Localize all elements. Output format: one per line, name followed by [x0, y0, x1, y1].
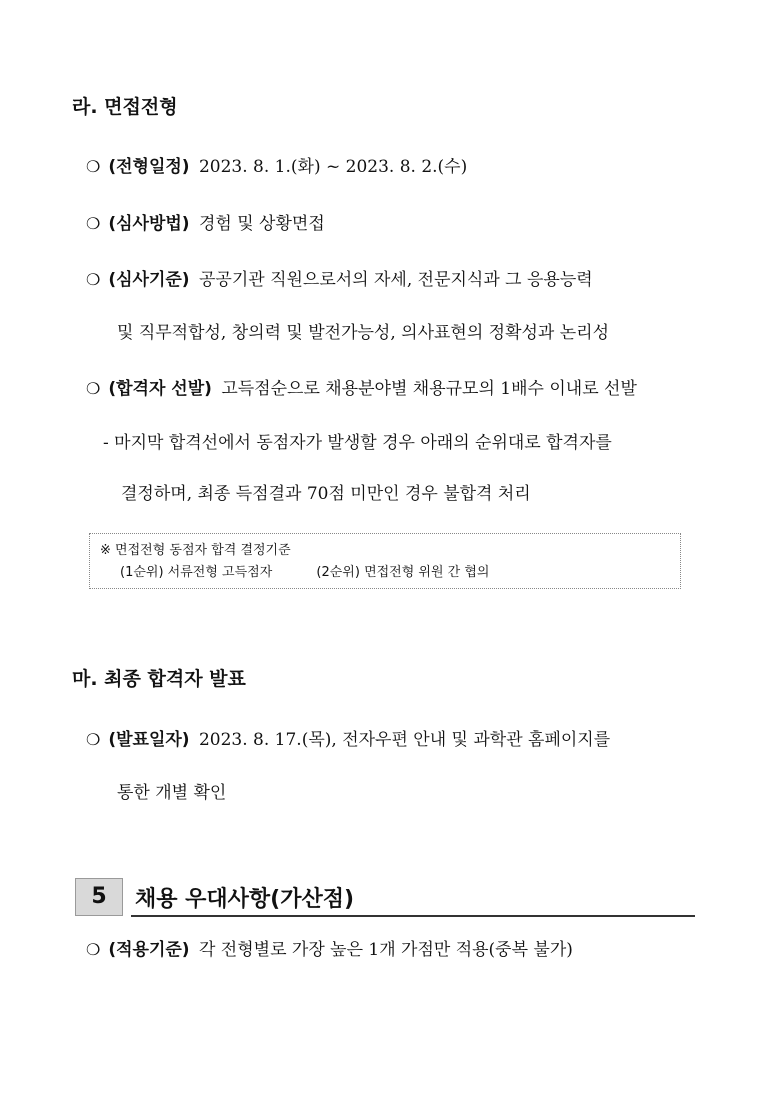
item-text: 공공기관 직원으로서의 자세, 전문지식과 그 응용능력 [198, 270, 593, 290]
sub-item-text: 마지막 합격선에서 동점자가 발생할 경우 아래의 순위대로 합격자를 [114, 433, 612, 453]
section-5-header [75, 878, 695, 918]
item-text: 2023. 8. 17.(목), 전자우편 안내 및 과학관 홈페이지를 [198, 730, 611, 750]
item-apply-criteria [86, 935, 573, 960]
circle-bullet-icon: ❍ [86, 730, 101, 749]
circle-bullet-icon: ❍ [86, 940, 101, 959]
item-method [86, 209, 325, 234]
item-announce [86, 725, 610, 750]
circle-bullet-icon: ❍ [86, 214, 101, 233]
item-criteria-cont: 및 직무적합성, 창의력 및 발전가능성, 의사표현의 정확성과 논리성 [117, 323, 610, 343]
section-underline [131, 915, 695, 917]
note-rank1: (1순위) 서류전형 고득점자 [120, 565, 273, 580]
item-label: (발표일자) [108, 730, 190, 750]
item-label: (적용기준) [108, 940, 190, 960]
item-label: (심사기준) [108, 270, 190, 290]
heading-ma: 마. 최종 합격자 발표 [72, 668, 246, 690]
section-title: 채용 우대사항(가산점) [135, 887, 355, 912]
item-text: 2023. 8. 1.(화) ~ 2023. 8. 2.(수) [198, 157, 468, 177]
sub-item-tiebreak-cont: 결정하며, 최종 득점결과 70점 미만인 경우 불합격 처리 [121, 484, 531, 504]
item-label: (합격자 선발) [108, 379, 212, 399]
note-title: ※ 면접전형 동점자 합격 결정기준 [100, 543, 291, 558]
item-selection [86, 374, 637, 399]
item-label: (심사방법) [108, 214, 190, 234]
item-text: 고득점순으로 채용분야별 채용규모의 1배수 이내로 선발 [221, 379, 637, 399]
dash-bullet: - [103, 433, 109, 453]
note-box [89, 533, 681, 589]
item-text: 경험 및 상황면접 [198, 214, 325, 234]
heading-la: 라. 면접전형 [72, 96, 178, 118]
circle-bullet-icon: ❍ [86, 379, 101, 398]
section-number-box: 5 [75, 878, 123, 916]
item-criteria [86, 265, 593, 290]
item-schedule [86, 152, 467, 177]
sub-item-tiebreak [103, 428, 612, 453]
note-ranks [100, 562, 670, 584]
item-text: 각 전형별로 가장 높은 1개 가점만 적용(중복 불가) [198, 940, 573, 960]
circle-bullet-icon: ❍ [86, 157, 101, 176]
item-label: (전형일정) [108, 157, 190, 177]
note-rank2: (2순위) 면접전형 위원 간 협의 [316, 565, 490, 580]
circle-bullet-icon: ❍ [86, 270, 101, 289]
item-announce-cont: 통한 개별 확인 [117, 783, 227, 803]
